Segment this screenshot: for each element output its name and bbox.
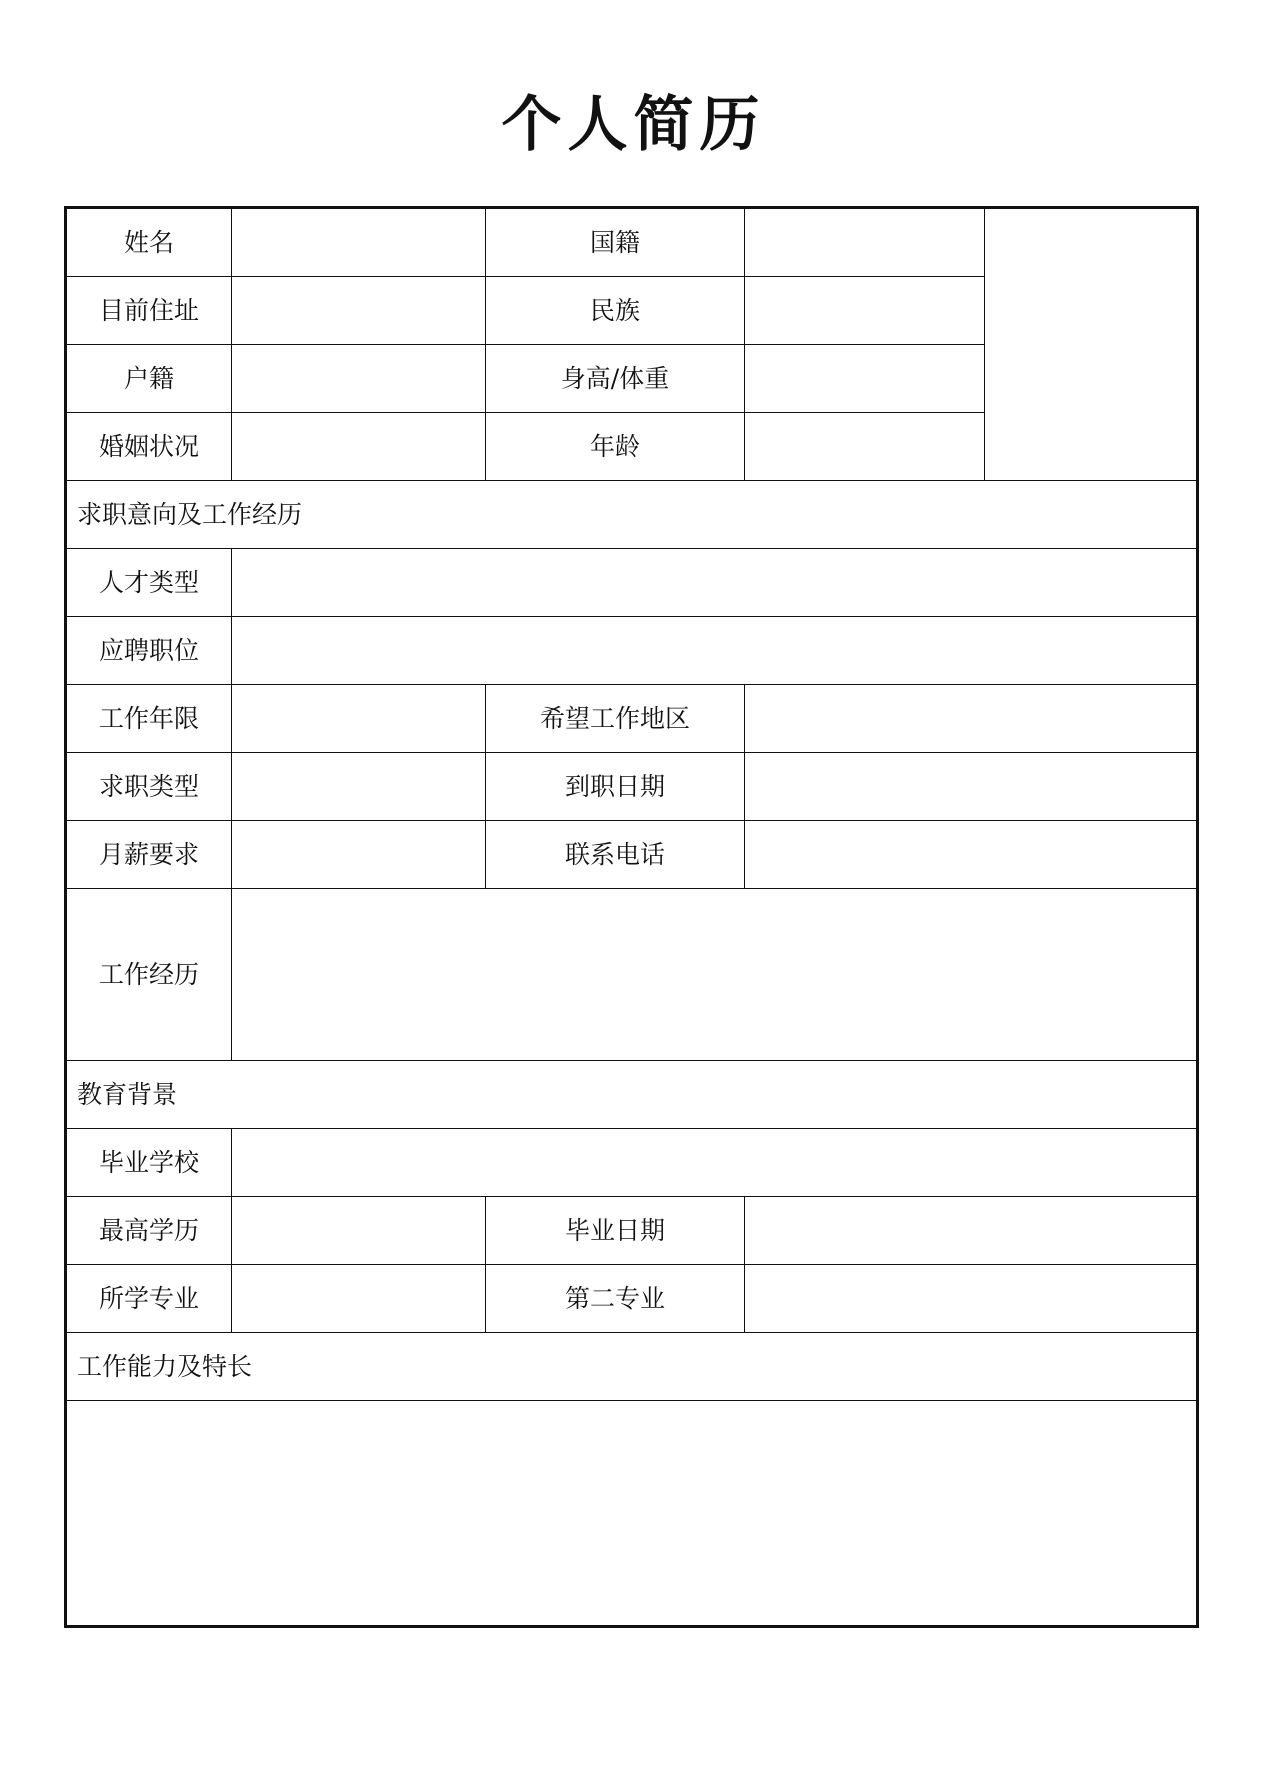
salary-field[interactable] [232,821,486,889]
grad-date-label: 毕业日期 [486,1197,745,1265]
start-date-label: 到职日期 [486,753,745,821]
hukou-label: 户籍 [67,345,232,413]
height-weight-label: 身高/体重 [486,345,745,413]
grad-date-field[interactable] [745,1197,1196,1265]
ethnicity-label: 民族 [486,277,745,345]
degree-label: 最高学历 [67,1197,232,1265]
photo-box[interactable] [985,209,1196,481]
hukou-field[interactable] [232,345,486,413]
position-label: 应聘职位 [67,617,232,685]
address-field[interactable] [232,277,486,345]
second-major-label: 第二专业 [486,1265,745,1333]
marital-label: 婚姻状况 [67,413,232,481]
phone-label: 联系电话 [486,821,745,889]
page-title: 个人简历 [501,90,766,160]
major-label: 所学专业 [67,1265,232,1333]
age-field[interactable] [745,413,985,481]
height-weight-field[interactable] [745,345,985,413]
ethnicity-field[interactable] [745,277,985,345]
salary-label: 月薪要求 [67,821,232,889]
years-label: 工作年限 [67,685,232,753]
phone-field[interactable] [745,821,1196,889]
region-field[interactable] [745,685,1196,753]
nationality-label: 国籍 [486,209,745,277]
years-field[interactable] [232,685,486,753]
resume-table [64,206,1199,1628]
experience-label: 工作经历 [67,889,232,1061]
job-type-label: 求职类型 [67,753,232,821]
talent-type-field[interactable] [232,549,1196,617]
name-field[interactable] [232,209,486,277]
school-field[interactable] [232,1129,1196,1197]
major-field[interactable] [232,1265,486,1333]
job-section-heading: 求职意向及工作经历 [67,481,1196,549]
second-major-field[interactable] [745,1265,1196,1333]
experience-field[interactable] [232,889,1196,1061]
degree-field[interactable] [232,1197,486,1265]
job-type-field[interactable] [232,753,486,821]
address-label: 目前住址 [67,277,232,345]
region-label: 希望工作地区 [486,685,745,753]
school-label: 毕业学校 [67,1129,232,1197]
skills-field[interactable] [67,1401,1196,1625]
talent-type-label: 人才类型 [67,549,232,617]
marital-field[interactable] [232,413,486,481]
education-section-heading: 教育背景 [67,1061,1196,1129]
start-date-field[interactable] [745,753,1196,821]
age-label: 年龄 [486,413,745,481]
name-label: 姓名 [67,209,232,277]
position-field[interactable] [232,617,1196,685]
nationality-field[interactable] [745,209,985,277]
skills-section-heading: 工作能力及特长 [67,1333,1196,1401]
